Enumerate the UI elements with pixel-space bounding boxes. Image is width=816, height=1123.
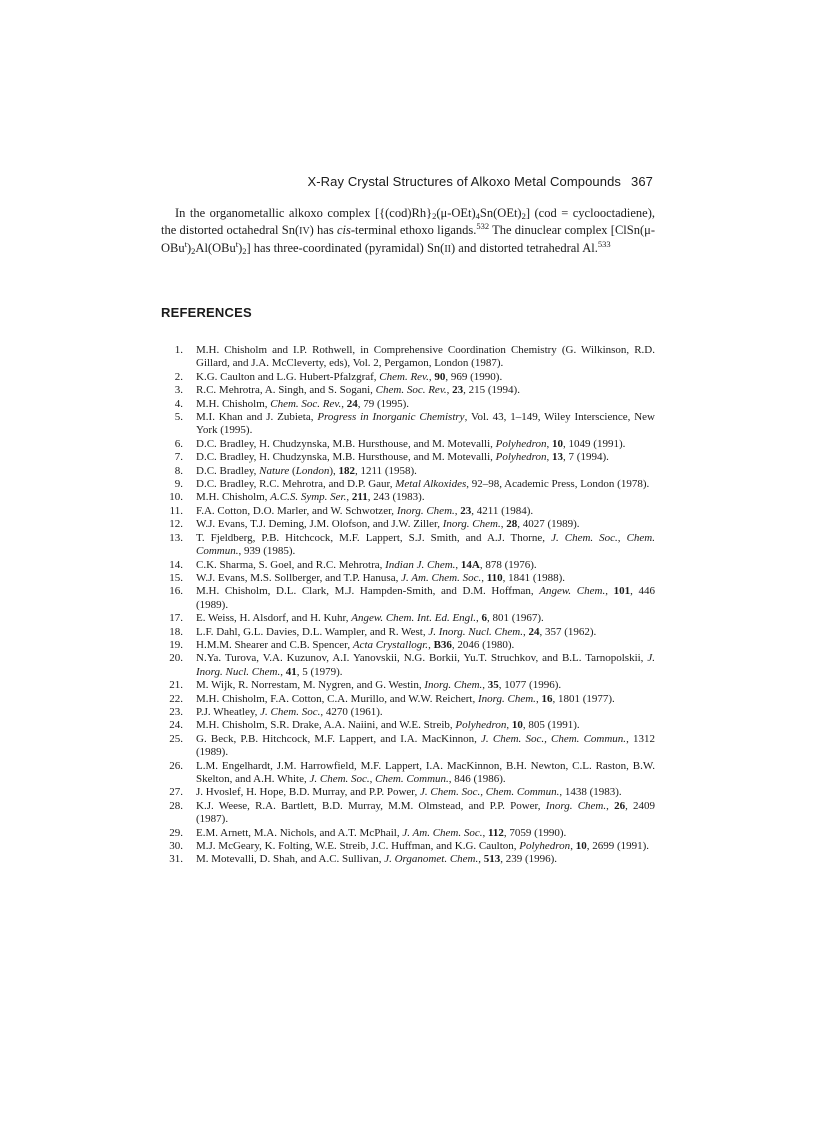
reference-item: 22. M.H. Chisholm, F.A. Cotton, C.A. Murillo, and W.W. Reichert, Inorg. Chem., 16, 1801 (1977).: [161, 693, 655, 706]
reference-item: 26. L.M. Engelhardt, J.M. Harrowfield, M.F. Lappert, I.A. MacKinnon, B.H. Newton, C.L. Raston, B.W. Skelton, and A.H. White, J. Chem. Soc., Chem. Commun., 846 (1986).: [161, 760, 655, 787]
reference-item: 13. T. Fjeldberg, P.B. Hitchcock, M.F. Lappert, S.J. Smith, and A.J. Thorne, J. Chem. Soc., Chem. Commun., 939 (1985).: [161, 532, 655, 559]
reference-number: 7.: [174, 451, 183, 464]
reference-number: 24.: [169, 719, 183, 732]
reference-number: 29.: [169, 826, 183, 839]
reference-item: 29. E.M. Arnett, M.A. Nichols, and A.T. McPhail, J. Am. Chem. Soc., 112, 7059 (1990).: [161, 827, 655, 840]
reference-list: [161, 344, 655, 867]
reference-number: 14.: [169, 558, 183, 571]
reference-number: 16.: [169, 585, 183, 598]
reference-number: 18.: [169, 625, 183, 638]
reference-item: 11. F.A. Cotton, D.O. Marler, and W. Schwotzer, Inorg. Chem., 23, 4211 (1984).: [161, 505, 655, 518]
reference-item: 19. H.M.M. Shearer and C.B. Spencer, Acta Crystallogr., B36, 2046 (1980).: [161, 639, 655, 652]
reference-item: 8. D.C. Bradley, Nature (London), 182, 1211 (1958).: [161, 465, 655, 478]
reference-number: 8.: [174, 464, 183, 477]
reference-number: 5.: [174, 411, 183, 424]
reference-item: 12. W.J. Evans, T.J. Deming, J.M. Olofson, and J.W. Ziller, Inorg. Chem., 28, 4027 (1989).: [161, 518, 655, 531]
reference-item: 2. K.G. Caulton and L.G. Hubert-Pfalzgraf, Chem. Rev., 90, 969 (1990).: [161, 371, 655, 384]
reference-number: 11.: [169, 504, 183, 517]
reference-number: 4.: [174, 397, 183, 410]
reference-number: 22.: [169, 692, 183, 705]
reference-number: 26.: [169, 759, 183, 772]
page-number: 367: [631, 174, 653, 189]
reference-item: 20. N.Ya. Turova, V.A. Kuzunov, A.I. Yanovskii, N.G. Borkii, Yu.T. Struchkov, and B.L. Tarnopolskii, J. Inorg. Nucl. Chem., 41, 5 (1979).: [161, 652, 655, 679]
reference-number: 19.: [169, 638, 183, 651]
reference-item: 14. C.K. Sharma, S. Goel, and R.C. Mehrotra, Indian J. Chem., 14A, 878 (1976).: [161, 559, 655, 572]
reference-item: 9. D.C. Bradley, R.C. Mehrotra, and D.P. Gaur, Metal Alkoxides, 92–98, Academic Press, London (1978).: [161, 478, 655, 491]
reference-item: 15. W.J. Evans, M.S. Sollberger, and T.P. Hanusa, J. Am. Chem. Soc., 110, 1841 (1988).: [161, 572, 655, 585]
reference-number: 13.: [169, 531, 183, 544]
reference-number: 2.: [174, 370, 183, 383]
reference-number: 1.: [174, 344, 183, 356]
reference-number: 9.: [174, 478, 183, 491]
reference-number: 3.: [174, 384, 183, 397]
reference-item: 5. M.I. Khan and J. Zubieta, Progress in Inorganic Chemistry, Vol. 43, 1–149, Wiley Interscience, New York (1995).: [161, 411, 655, 438]
reference-number: 30.: [169, 840, 183, 853]
reference-number: 31.: [169, 853, 183, 866]
reference-number: 17.: [169, 612, 183, 625]
section-heading: REFERENCES: [161, 305, 252, 320]
reference-item: 4. M.H. Chisholm, Chem. Soc. Rev., 24, 79 (1995).: [161, 398, 655, 411]
reference-item: 24. M.H. Chisholm, S.R. Drake, A.A. Naiini, and W.E. Streib, Polyhedron, 10, 805 (1991).: [161, 719, 655, 732]
reference-number: 10.: [169, 491, 183, 504]
reference-item: 7. D.C. Bradley, H. Chudzynska, M.B. Hursthouse, and M. Motevalli, Polyhedron, 13, 7 (1994).: [161, 451, 655, 464]
citation-532: 532: [476, 221, 490, 231]
reference-item: 3. R.C. Mehrotra, A. Singh, and S. Sogani, Chem. Soc. Rev., 23, 215 (1994).: [161, 384, 655, 397]
reference-item: 21. M. Wijk, R. Norrestam, M. Nygren, and G. Westin, Inorg. Chem., 35, 1077 (1996).: [161, 679, 655, 692]
reference-number: 6.: [174, 437, 183, 450]
reference-number: 23.: [169, 705, 183, 718]
reference-number: 25.: [169, 732, 183, 745]
reference-number: 27.: [169, 786, 183, 799]
reference-item: 16. M.H. Chisholm, D.L. Clark, M.J. Hampden-Smith, and D.M. Hoffman, Angew. Chem., 101, 446 (1989).: [161, 585, 655, 612]
reference-number: 15.: [169, 571, 183, 584]
reference-item: 10. M.H. Chisholm, A.C.S. Symp. Ser., 211, 243 (1983).: [161, 491, 655, 504]
reference-number: 12.: [169, 518, 183, 531]
citation-533: 533: [597, 239, 611, 249]
reference-item: 18. L.F. Dahl, G.L. Davies, D.L. Wampler, and R. West, J. Inorg. Nucl. Chem., 24, 357 (1962).: [161, 626, 655, 639]
reference-item: 28. K.J. Weese, R.A. Bartlett, B.D. Murray, M.M. Olmstead, and P.P. Power, Inorg. Chem., 26, 2409 (1987).: [161, 800, 655, 827]
reference-item: 30. M.J. McGeary, K. Folting, W.E. Streib, J.C. Huffman, and K.G. Caulton, Polyhedron, 10, 2699 (1991).: [161, 840, 655, 853]
reference-item: 31. M. Motevalli, D. Shah, and A.C. Sullivan, J. Organomet. Chem., 513, 239 (1996).: [161, 853, 655, 866]
reference-number: 28.: [169, 799, 183, 812]
reference-item: 17. E. Weiss, H. Alsdorf, and H. Kuhr, Angew. Chem. Int. Ed. Engl., 6, 801 (1967).: [161, 612, 655, 625]
reference-item: 23. P.J. Wheatley, J. Chem. Soc., 4270 (1961).: [161, 706, 655, 719]
running-title: X-Ray Crystal Structures of Alkoxo Metal Compounds: [307, 174, 621, 189]
reference-item: 1. M.H. Chisholm and I.P. Rothwell, in Comprehensive Coordination Chemistry (G. Wilkinson, R.D. Gillard, and J.A. McCleverty, eds), Vol. 2, Pergamon, London (1987).: [161, 344, 655, 371]
body-paragraph: In the organometallic alkoxo complex $[\{(cod)Rh\}_2(\mu-OEt)_4Sn(OEt)_2] (cod$ = cyclooctadiene), the distorted octahedral Sn(IV) has cis-terminal ethoxo ligands.$^{532}$ The dinuclear complex $[ClSn(\mu-OBu^t)_2Al(OBu^t)_2]$ has three-coordinated (pyramidal) Sn(II) and distorted tetrahedral Al.$^{533}$: [161, 206, 655, 256]
reference-item: 25. G. Beck, P.B. Hitchcock, M.F. Lappert, and I.A. MacKinnon, J. Chem. Soc., Chem. Commun., 1312 (1989).: [161, 733, 655, 760]
reference-number: 20.: [169, 652, 183, 665]
running-head: [307, 174, 653, 189]
reference-item: 27. J. Hvoslef, H. Hope, B.D. Murray, and P.P. Power, J. Chem. Soc., Chem. Commun., 1438 (1983).: [161, 786, 655, 799]
reference-item: 6. D.C. Bradley, H. Chudzynska, M.B. Hursthouse, and M. Motevalli, Polyhedron, 10, 1049 (1991).: [161, 438, 655, 451]
reference-number: 21.: [169, 679, 183, 692]
